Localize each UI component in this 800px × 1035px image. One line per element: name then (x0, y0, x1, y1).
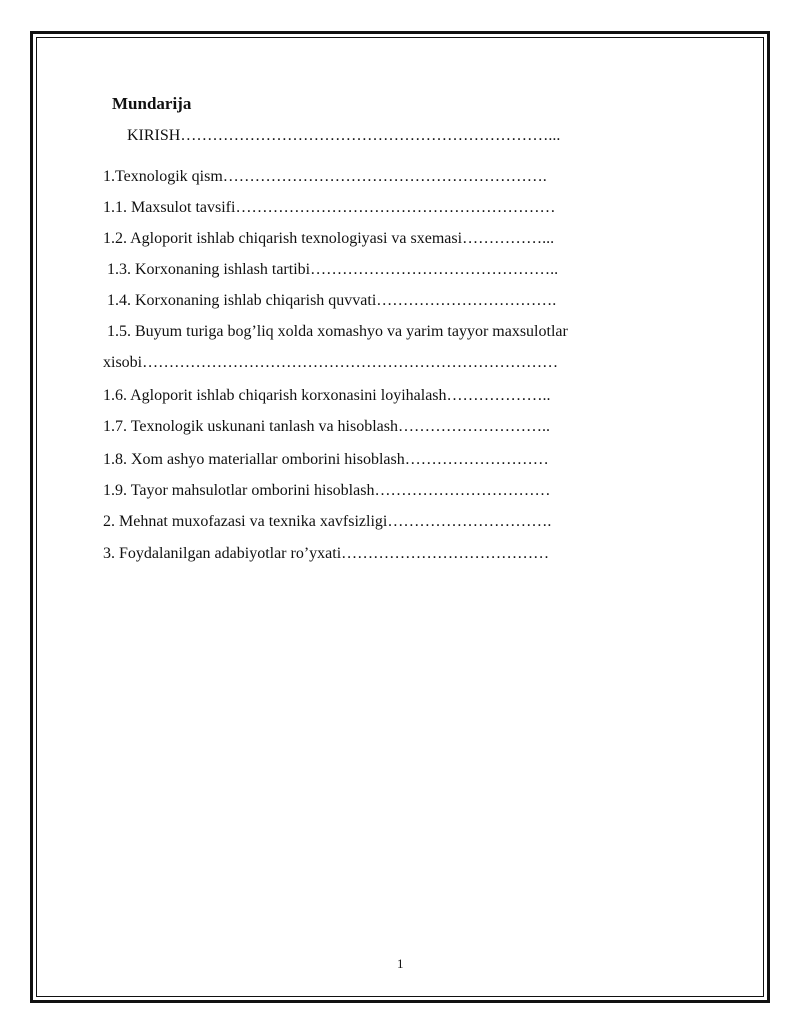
toc-entry: 2. Mehnat muxofazasi va texnika xavfsizligi…………………………. (103, 513, 552, 530)
toc-entry: 1.9. Tayor mahsulotlar omborini hisoblash…………………………… (103, 482, 551, 499)
toc-entry: 1.3. Korxonaning ishlash tartibi……………………………………….. (107, 261, 559, 278)
toc-entry: 3. Foydalanilgan adabiyotlar ro’yxati………………………………… (103, 545, 550, 562)
toc-entry-intro: KIRISH……………………………………………………………... (127, 127, 561, 144)
toc-entry-continuation: xisobi…………………………………………………………………… (103, 354, 559, 371)
toc-entry: 1.1. Maxsulot tavsifi…………………………………………………… (103, 199, 556, 216)
toc-entry: 1.4. Korxonaning ishlab chiqarish quvvati……………………………. (107, 292, 557, 309)
page-number: 1 (397, 956, 404, 971)
toc-heading: Mundarija (112, 94, 192, 113)
toc-entry: 1.Texnologik qism……………………………………………………. (103, 168, 547, 185)
toc-entry: 1.6. Agloporit ishlab chiqarish korxonasini loyihalash……………….. (103, 387, 551, 404)
toc-entry: 1.2. Agloporit ishlab chiqarish texnologiyasi va sxemasi……………... (103, 230, 555, 247)
toc-entry: 1.8. Xom ashyo materiallar omborini hisoblash……………………… (103, 451, 549, 468)
toc-entry: 1.5. Buyum turiga bog’liq xolda xomashyo va yarim tayyor maxsulotlar (107, 323, 568, 340)
toc-entry: 1.7. Texnologik uskunani tanlash va hisoblash……………………….. (103, 418, 550, 435)
